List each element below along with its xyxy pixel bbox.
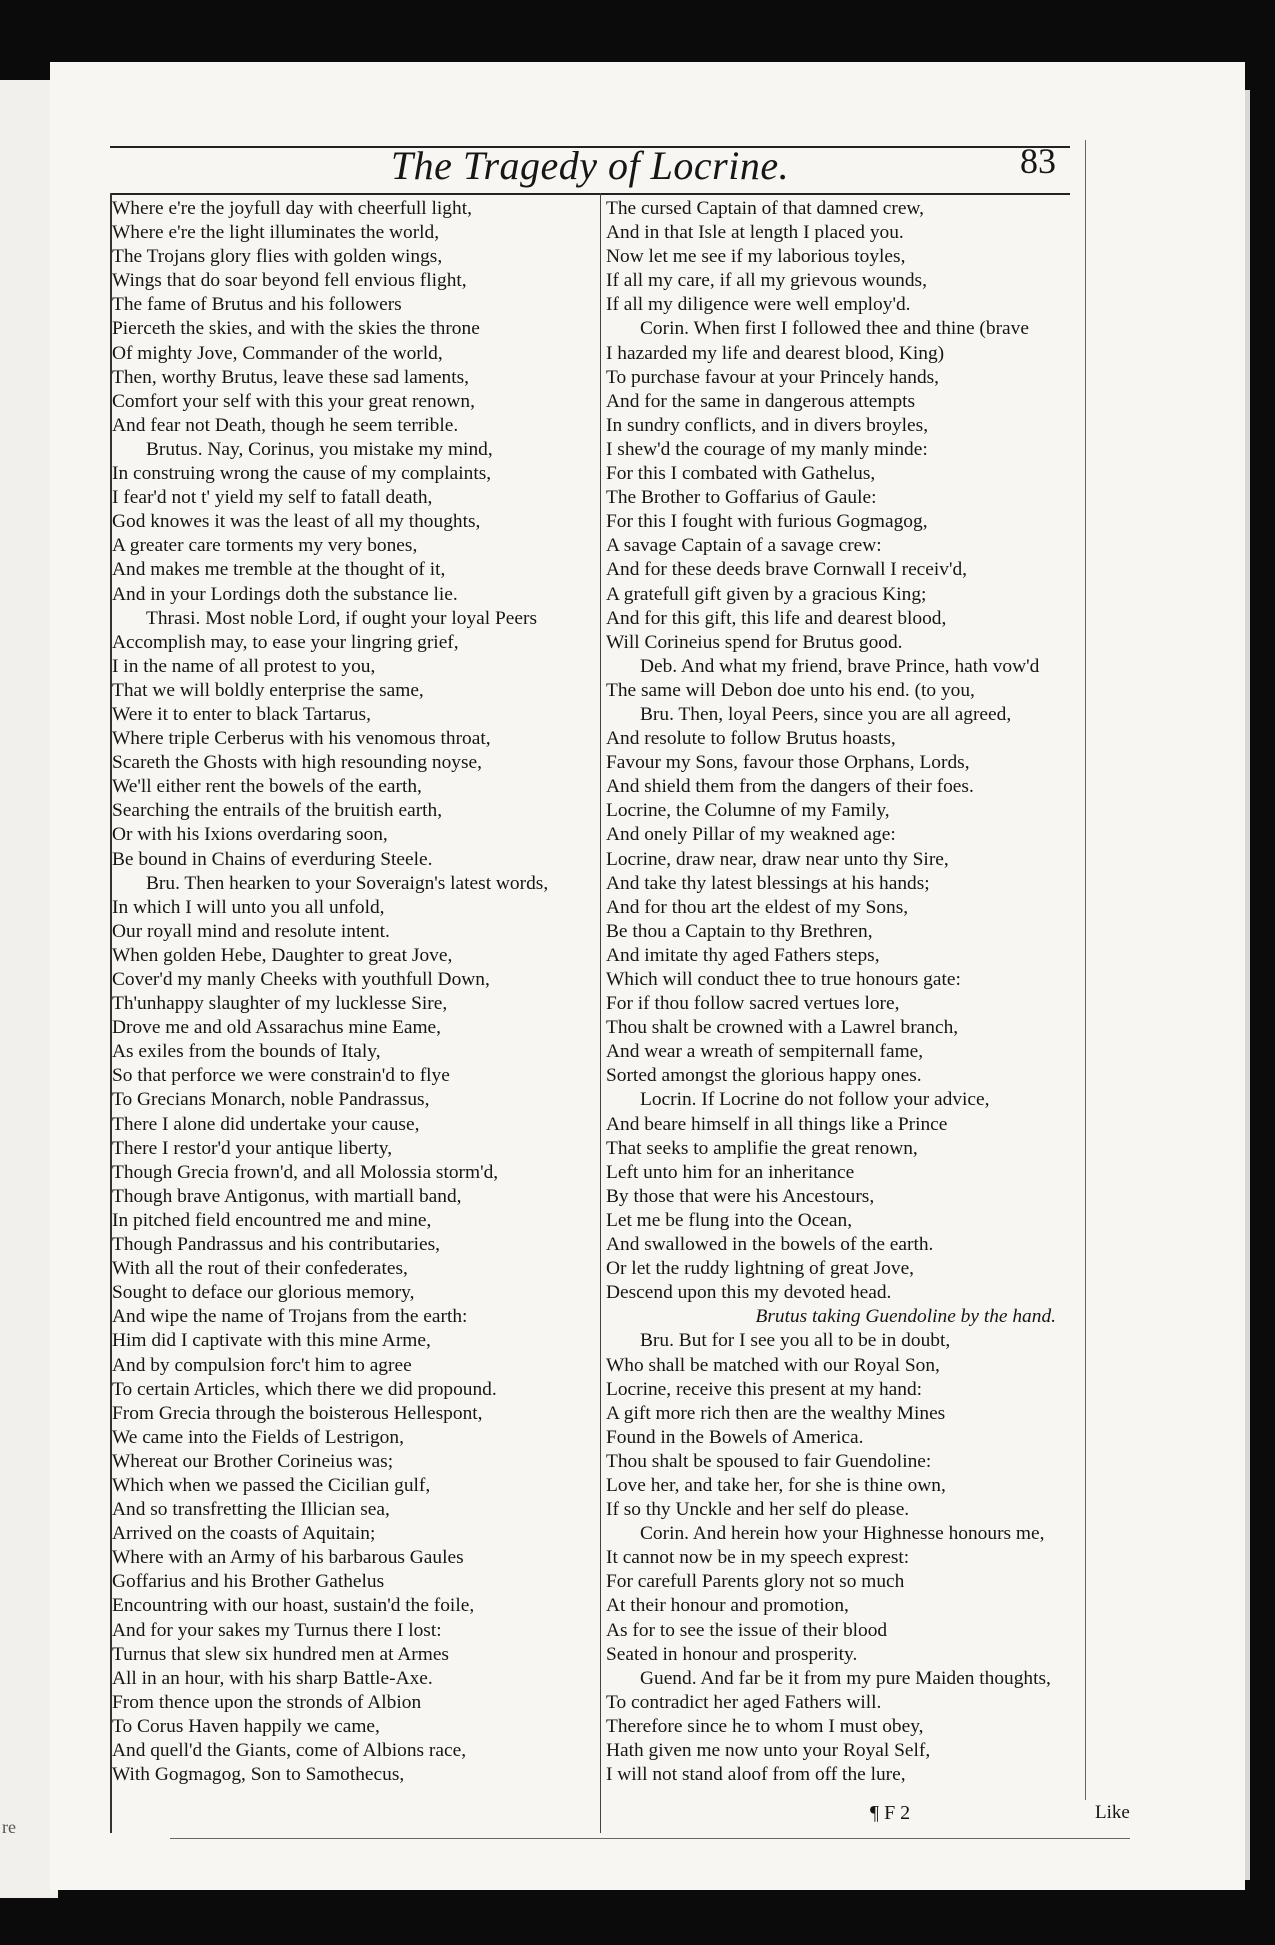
verse-line: From Grecia through the boisterous Hellespont, (112, 1402, 483, 1424)
verse-line: In sundry conflicts, and in divers broyles, (606, 414, 929, 436)
verse-line: There I alone did undertake your cause, (112, 1113, 420, 1135)
verse-line: If so thy Unckle and her self do please. (606, 1499, 910, 1521)
verse-line: That we will boldly enterprise the same, (112, 679, 424, 701)
verse-line: For carefull Parents glory not so much (606, 1571, 905, 1593)
verse-line: Who shall be matched with our Royal Son, (606, 1354, 940, 1376)
verse-line: Be thou a Captain to thy Brethren, (606, 920, 873, 942)
verse-line: Which when we passed the Cicilian gulf, (112, 1474, 431, 1496)
verse-line: We came into the Fields of Lestrigon, (112, 1426, 404, 1448)
verse-line: That seeks to amplifie the great renown, (606, 1137, 918, 1159)
verse-line: It cannot now be in my speech exprest: (606, 1547, 910, 1569)
verse-line: And fear not Death, though he seem terrible. (112, 414, 459, 436)
verse-line: If all my diligence were well employ'd. (606, 294, 911, 316)
verse-line: Were it to enter to black Tartarus, (112, 703, 371, 725)
verse-line: And beare himself in all things like a Prince (606, 1113, 948, 1135)
signature-mark: ¶ F 2 (870, 1802, 911, 1824)
verse-line: Will Corineius spend for Brutus good. (606, 631, 903, 653)
verse-line: Sought to deface our glorious memory, (112, 1282, 415, 1304)
verse-line: Cover'd my manly Cheeks with youthfull Down, (112, 969, 490, 990)
verse-line: Comfort your self with this your great renown, (112, 390, 475, 412)
column-divider (600, 193, 601, 1833)
verse-line: Let me be flung into the Ocean, (606, 1209, 853, 1231)
verse-line: And shield them from the dangers of their foes. (606, 776, 974, 798)
verse-line: Where e're the joyfull day with cheerfull light, (112, 198, 472, 219)
verse-line: And makes me tremble at the thought of it, (112, 559, 446, 581)
page-number: 83 (1020, 141, 1056, 181)
stage-direction: Brutus taking Guendoline by the hand. (755, 1306, 1056, 1328)
verse-line: Bru. Then hearken to your Soveraign's latest words, (146, 872, 549, 894)
verse-line: And for thou art the eldest of my Sons, (606, 896, 909, 918)
verse-line: For this I fought with furious Gogmagog, (606, 511, 928, 533)
signature-text: F 2 (884, 1802, 911, 1824)
left-text-column (112, 197, 592, 1787)
verse-line: Drove me and old Assarachus mine Eame, (112, 1017, 442, 1039)
verse-line: Arrived on the coasts of Aquitain; (112, 1523, 376, 1545)
verse-line: I in the name of all protest to you, (112, 655, 376, 677)
verse-line: Now let me see if my laborious toyles, (606, 246, 906, 268)
verse-line: The cursed Captain of that damned crew, (606, 198, 925, 219)
verse-line: And wipe the name of Trojans from the earth: (112, 1306, 468, 1328)
verse-line: In construing wrong the cause of my complaints, (112, 463, 492, 485)
verse-line: Locrine, the Columne of my Family, (606, 800, 890, 822)
verse-line: Locrine, receive this present at my hand: (606, 1378, 923, 1400)
verse-line: And swallowed in the bowels of the earth. (606, 1234, 934, 1256)
verse-line: Encountring with our hoast, sustain'd the foile, (112, 1595, 475, 1617)
verse-line: Brutus. Nay, Corinus, you mistake my mind, (146, 438, 493, 460)
running-title: The Tragedy of Locrine. (390, 143, 790, 188)
verse-line: Corin. When first I followed thee and thine (brave (640, 318, 1029, 340)
verse-line: I fear'd not t' yield my self to fatall death, (112, 487, 433, 509)
verse-line: Though Pandrassus and his contributaries, (112, 1234, 440, 1256)
verse-line: The same will Debon doe unto his end. (to you, (606, 679, 975, 701)
verse-line: To Corus Haven happily we came, (112, 1715, 380, 1737)
verse-line: Therefore since he to whom I must obey, (606, 1715, 924, 1737)
verse-line: And for the same in dangerous attempts (606, 390, 916, 412)
verse-line: We'll either rent the bowels of the earth, (112, 776, 422, 798)
verse-line: Turnus that slew six hundred men at Armes (112, 1643, 449, 1665)
verse-line: Descend upon this my devoted head. (606, 1282, 892, 1304)
verse-line: Where e're the light illuminates the world, (112, 222, 440, 244)
verse-line: Our royall mind and resolute intent. (112, 920, 390, 942)
verse-line: From thence upon the stronds of Albion (112, 1691, 422, 1713)
verse-line: Seated in honour and prosperity. (606, 1643, 858, 1665)
verse-line: Be bound in Chains of everduring Steele. (112, 848, 433, 870)
previous-page-text-fragment: re (2, 1817, 16, 1837)
verse-line: Which will conduct thee to true honours gate: (606, 969, 961, 990)
verse-line: Bru. Then, loyal Peers, since you are all agreed, (640, 703, 1012, 725)
verse-line: In pitched field encountred me and mine, (112, 1209, 432, 1231)
verse-line: Where triple Cerberus with his venomous throat, (112, 728, 491, 750)
verse-line: Or let the ruddy lightning of great Jove, (606, 1258, 915, 1280)
verse-line: And wear a wreath of sempiternall fame, (606, 1041, 924, 1063)
verse-line: Guend. And far be it from my pure Maiden thoughts, (640, 1667, 1051, 1689)
verse-line: I shew'd the courage of my manly minde: (606, 438, 928, 460)
verse-line: As exiles from the bounds of Italy, (112, 1041, 381, 1063)
verse-line: And in your Lordings doth the substance lie. (112, 583, 458, 605)
verse-line: Pierceth the skies, and with the skies the throne (112, 318, 480, 340)
verse-line: And for your sakes my Turnus there I lost: (112, 1619, 442, 1641)
verse-line: Searching the entrails of the bruitish earth, (112, 800, 443, 822)
verse-line: Thrasi. Most noble Lord, if ought your loyal Peers (146, 607, 537, 629)
verse-line: Locrin. If Locrine do not follow your advice, (640, 1089, 990, 1111)
verse-line: There I restor'd your antique liberty, (112, 1137, 393, 1159)
verse-line: By those that were his Ancestours, (606, 1185, 875, 1207)
verse-line: A greater care torments my very bones, (112, 535, 418, 557)
verse-line: To certain Articles, which there we did propound. (112, 1378, 497, 1400)
verse-line: And onely Pillar of my weakned age: (606, 824, 896, 846)
verse-line: Left unto him for an inheritance (606, 1161, 855, 1183)
verse-line: And for this gift, this life and dearest blood, (606, 607, 947, 629)
verse-line: Though Grecia frown'd, and all Molossia storm'd, (112, 1161, 499, 1183)
verse-line: With Gogmagog, Son to Samothecus, (112, 1764, 405, 1786)
verse-line: Him did I captivate with this mine Arme, (112, 1330, 431, 1352)
verse-line: Love her, and take her, for she is thine own, (606, 1474, 946, 1496)
verse-line: To Grecians Monarch, noble Pandrassus, (112, 1089, 430, 1111)
verse-line: For if thou follow sacred vertues lore, (606, 993, 900, 1015)
verse-line: Th'unhappy slaughter of my lucklesse Sire, (112, 993, 448, 1015)
verse-line: At their honour and promotion, (606, 1595, 849, 1617)
verse-line: Accomplish may, to ease your lingring grief, (112, 631, 459, 653)
verse-line: All in an hour, with his sharp Battle-Axe. (112, 1667, 433, 1689)
verse-line: Though brave Antigonus, with martiall band, (112, 1185, 462, 1207)
verse-line: To purchase favour at your Princely hands, (606, 366, 940, 388)
verse-line: And for these deeds brave Cornwall I receiv'd, (606, 559, 968, 581)
verse-line: Goffarius and his Brother Gathelus (112, 1571, 385, 1593)
verse-line: And in that Isle at length I placed you. (606, 222, 904, 244)
verse-line: The Brother to Goffarius of Gaule: (606, 487, 877, 509)
verse-line: The fame of Brutus and his followers (112, 294, 402, 316)
verse-line: Bru. But for I see you all to be in doubt, (640, 1330, 951, 1352)
verse-line: And by compulsion forc't him to agree (112, 1354, 412, 1376)
verse-line: In which I will unto you all unfold, (112, 896, 385, 918)
verse-line: Then, worthy Brutus, leave these sad laments, (112, 366, 470, 388)
bottom-rule (170, 1838, 1130, 1839)
verse-line: If all my care, if all my grievous wounds, (606, 270, 927, 292)
verse-line: Favour my Sons, favour those Orphans, Lords, (606, 752, 970, 774)
verse-line: And imitate thy aged Fathers steps, (606, 944, 880, 966)
verse-line: A gift more rich then are the wealthy Mines (606, 1402, 946, 1424)
verse-line: I will not stand aloof from off the lure, (606, 1764, 906, 1786)
verse-line: Deb. And what my friend, brave Prince, hath vow'd (640, 655, 1040, 677)
verse-line: So that perforce we were constrain'd to flye (112, 1065, 450, 1087)
verse-line: And resolute to follow Brutus hoasts, (606, 728, 896, 750)
verse-line: Hath given me now unto your Royal Self, (606, 1740, 931, 1761)
right-text-column (606, 197, 1086, 1787)
verse-line: For this I combated with Gathelus, (606, 463, 876, 485)
verse-line: As for to see the issue of their blood (606, 1619, 888, 1641)
verse-line: A savage Captain of a savage crew: (606, 535, 882, 557)
verse-line: The Trojans glory flies with golden wings, (112, 246, 443, 268)
verse-line: Scareth the Ghosts with high resounding noyse, (112, 752, 482, 774)
verse-line: And quell'd the Giants, come of Albions race, (112, 1740, 467, 1761)
verse-line: To contradict her aged Fathers will. (606, 1691, 882, 1713)
verse-line: Of mighty Jove, Commander of the world, (112, 342, 443, 364)
verse-line: Locrine, draw near, draw near unto thy Sire, (606, 848, 949, 870)
verse-line: Whereat our Brother Corineius was; (112, 1450, 394, 1472)
header-rule (110, 193, 1070, 195)
verse-line: A gratefull gift given by a gracious King; (606, 583, 927, 605)
verse-line: With all the rout of their confederates, (112, 1258, 408, 1280)
verse-line: Where with an Army of his barbarous Gaules (112, 1547, 464, 1569)
verse-line: Wings that do soar beyond fell envious flight, (112, 270, 467, 292)
verse-line: Sorted amongst the glorious happy ones. (606, 1065, 922, 1087)
verse-line: When golden Hebe, Daughter to great Jove, (112, 944, 453, 966)
verse-line: Corin. And herein how your Highnesse honours me, (640, 1523, 1045, 1545)
verse-line: Thou shalt be crowned with a Lawrel branch, (606, 1017, 959, 1039)
verse-line: And so transfretting the Illician sea, (112, 1499, 390, 1521)
verse-line: Or with his Ixions overdaring soon, (112, 824, 388, 846)
catchword: Like (1095, 1802, 1130, 1823)
verse-line: Thou shalt be spoused to fair Guendoline: (606, 1450, 932, 1472)
verse-line: I hazarded my life and dearest blood, King) (606, 342, 945, 364)
verse-line: Found in the Bowels of America. (606, 1426, 864, 1448)
verse-line: And take thy latest blessings at his hands; (606, 872, 930, 894)
verse-line: God knowes it was the least of all my thoughts, (112, 511, 481, 533)
